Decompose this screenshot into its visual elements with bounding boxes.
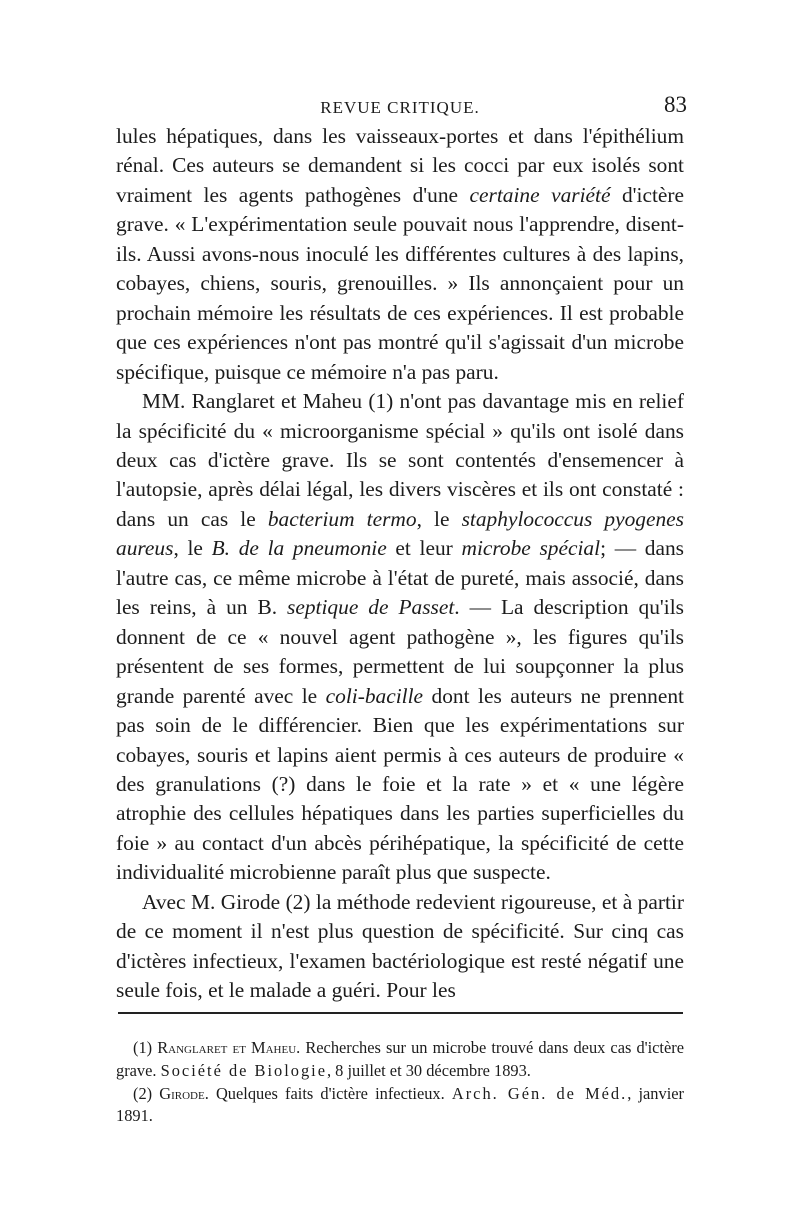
text-run: d'ictère grave. « L'expérimentation seule pouvait nous l'apprendre, disent-ils. Aussi avons-nous inoculé les différentes cultures à des lapins, cobayes, chiens, souris, grenouilles. » Ils annonçaient pour un prochain mémoire les résultats de ces expériences. Il est probable que ces expériences n'ont pas montré qu'il s'agissait d'un microbe spécifique, puisque ce mémoire n'a pas paru. xyxy=(116,182,685,384)
italic-run: bacterium termo xyxy=(267,506,417,531)
footnote-rule xyxy=(118,1012,683,1014)
paragraph xyxy=(116,387,684,888)
italic-run: microbe spécial xyxy=(461,536,601,561)
footnote xyxy=(116,1083,684,1129)
text-run: ; — dans l'autre cas, ce même microbe à l'état de pureté, mais associé, dans les reins, à un B. xyxy=(116,536,684,620)
footnotes xyxy=(116,1037,684,1128)
italic-run: staphylococcus pyogenes aureus xyxy=(116,506,684,561)
paragraph xyxy=(116,122,684,387)
text-run: MM. Ranglaret et Maheu (1) n'ont pas davantage mis en relief la spécificité du « microorganisme spécial » qu'ils ont isolé dans deux cas d'ictère grave. Ils se sont contentés d'ensemencer à l'autopsie, après délai légal, les divers viscères et ils ont constaté : dans un cas le xyxy=(116,389,684,531)
author-name: Ranglaret et Maheu xyxy=(157,1038,297,1057)
running-head xyxy=(115,92,685,122)
text-run: . Recherches sur un microbe trouvé dans deux cas d'ictère grave. xyxy=(116,1038,684,1080)
footnote xyxy=(116,1037,684,1083)
text-run: , le xyxy=(416,506,462,531)
text-run: . — La description qu'ils donnent de ce « nouvel agent pathogène », les figures qu'ils présentent de ses formes, permettent de lui soupçonner la plus grande parenté avec le xyxy=(116,595,684,708)
text-run: dont les auteurs ne prennent pas soin de le différencier. Bien que les expérimentations sur cobayes, souris et lapins aient permis à ces auteurs de produire « des granulations (?) dans le foie et la rate » et « une légère atrophie des cellules hépatiques dans les parties superficielles du foie » au contact d'un abcès périhépatique, la spécificité de cette individualité microbienne paraît plus que suspecte. xyxy=(116,683,684,885)
text-run: Avec M. Girode (2) la méthode redevient rigoureuse, et à partir de ce moment il n'est plus question de spécificité. Sur cinq cas d'ictères infectieux, l'examen bactériologique est resté négatif une seule fois, et le malade a guéri. Pour les xyxy=(116,889,684,1003)
text-run: et leur xyxy=(386,536,462,561)
source-title: Société de Biologie xyxy=(160,1060,327,1080)
page-number: 83 xyxy=(664,92,687,117)
text-run: , janvier 1891. xyxy=(116,1083,684,1126)
running-title: REVUE CRITIQUE. xyxy=(320,98,480,117)
text-run: , 8 juillet et 30 décembre 1893. xyxy=(326,1060,531,1080)
italic-run: B. de la pneumonie xyxy=(211,536,387,561)
text-run: (1) xyxy=(133,1038,158,1057)
author-name: Girode xyxy=(159,1083,205,1103)
text-run: lules hépatiques, dans les vaisseaux-portes et dans l'épithélium rénal. Ces auteurs se demandent si les cocci par eux isolés sont vraiment les agents pathogènes d'une xyxy=(116,124,684,207)
paragraph xyxy=(116,888,684,1006)
italic-run: coli-bacille xyxy=(325,683,424,708)
italic-run: certaine variété xyxy=(469,182,611,207)
main-text xyxy=(116,122,684,1006)
text-run: (2) xyxy=(133,1083,160,1103)
text-run: . Quelques faits d'ictère infectieux. xyxy=(204,1083,452,1103)
italic-run: septique de Passet xyxy=(287,595,455,620)
text-run: , le xyxy=(173,536,212,561)
source-title: Arch. Gén. de Méd. xyxy=(451,1083,628,1103)
